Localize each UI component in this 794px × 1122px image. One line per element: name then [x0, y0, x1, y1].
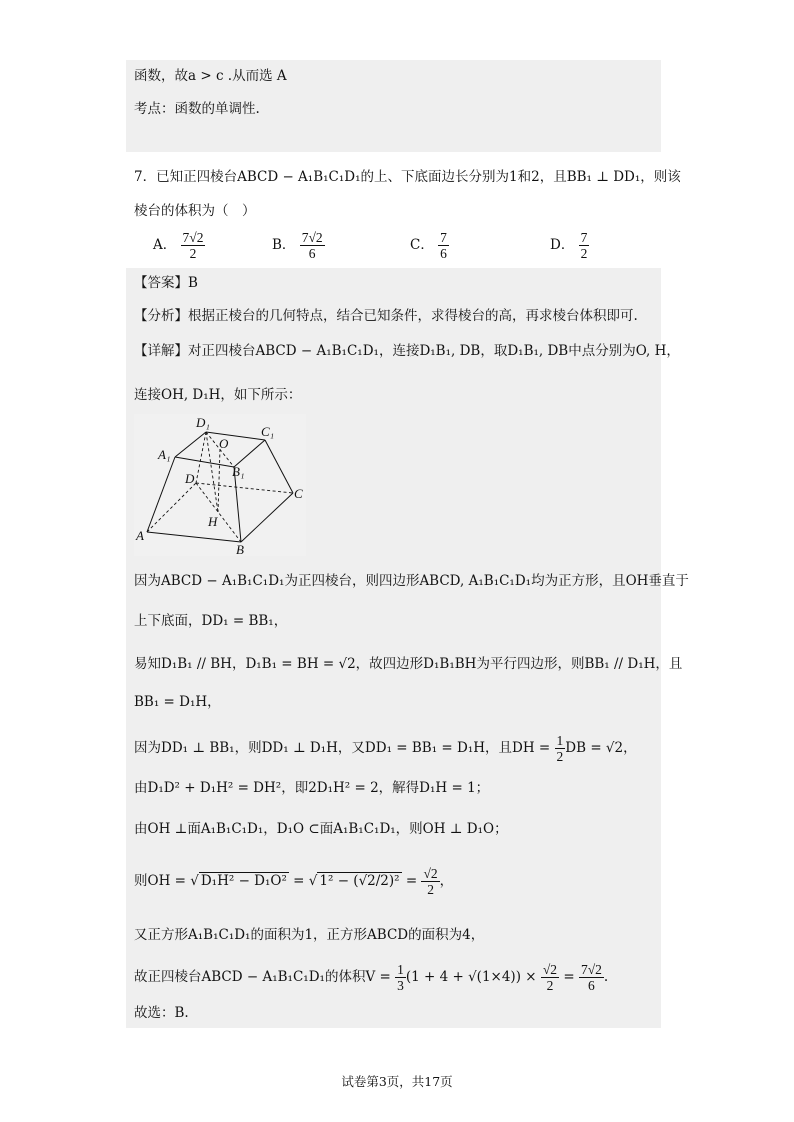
detail-p8 [134, 866, 453, 897]
root2-numerator-b: √2 [542, 962, 558, 977]
question-stem-line-1: 7．已知正四棱台ABCD − A₁B₁C₁D₁的上、下底面边长分别为1和2，且BB₁ ⊥ DD₁，则该 [134, 169, 681, 185]
detail-p2: 上下底面，DD₁ = BB₁， [134, 613, 288, 629]
label-b1: B₁ [232, 464, 245, 479]
detail-p6: 由D₁D² + D₁H² = DH²，即2D₁H² = 2，解得D₁H = 1； [134, 780, 490, 796]
root2-denominator-b: 2 [546, 978, 554, 993]
detail-p7: 由OH ⊥面A₁B₁C₁D₁，D₁O ⊂面A₁B₁C₁D₁，则OH ⊥ D₁O； [134, 821, 508, 837]
detail-p5-text-a: 因为DD₁ ⊥ BB₁，则DD₁ ⊥ D₁H，又DD₁ = BB₁ = D₁H，且DH = [134, 740, 555, 756]
radicand-2: 1² − (√2/2)² [319, 873, 400, 889]
sqrt-symbol-1: √ [190, 873, 199, 889]
root2-over-2-fraction-b [541, 962, 559, 993]
segment-d1-h [206, 432, 218, 512]
result-denominator: 6 [588, 978, 595, 993]
page-footer: 试卷第3页，共17页 [341, 1074, 453, 1089]
option-b-fraction [300, 230, 325, 261]
detail-p5 [134, 733, 637, 764]
option-a-fraction [181, 230, 206, 261]
root2-over-2-fraction [421, 866, 439, 897]
option-c-numerator: 7 [440, 230, 447, 245]
edge-c1-c [265, 440, 293, 493]
sqrt-symbol-2: √ [308, 873, 318, 889]
label-b: B [236, 542, 244, 556]
label-a: A [136, 528, 144, 543]
answer-line: 【答案】B [134, 275, 198, 291]
label-o: O [219, 436, 229, 451]
detail-p4: BB₁ = D₁H， [134, 694, 221, 710]
diagonal-d-b [196, 483, 241, 542]
half-numerator: 1 [556, 733, 564, 748]
edge-d1-c1 [206, 432, 265, 440]
detail-p1: 因为ABCD − A₁B₁C₁D₁为正四棱台，则四边形ABCD, A₁B₁C₁D₁均为正方形，且OH垂直于 [134, 573, 689, 589]
root2-numerator: √2 [423, 866, 438, 881]
top-line-1: 函数，故a > c .从而选 A [134, 68, 287, 84]
option-b[interactable] [272, 230, 325, 261]
edge-a1-b1 [175, 457, 234, 467]
edge-c1-b1 [234, 440, 265, 467]
root2-denominator: 2 [427, 882, 434, 897]
answer-shade [126, 268, 661, 1028]
edge-a1-a [147, 457, 175, 532]
third-denominator: 3 [397, 978, 404, 993]
option-d-label: D． [550, 237, 575, 253]
option-a-denominator: 2 [189, 246, 197, 261]
detail-line-1: 【详解】对正四棱台ABCD − A₁B₁C₁D₁，连接D₁B₁, DB，取D₁B₁, DB中点分别为O, H， [134, 343, 680, 359]
label-d: D [185, 471, 195, 486]
option-d-fraction [579, 230, 590, 261]
frustum-figure [134, 414, 306, 556]
frustum-diagram [134, 414, 306, 556]
result-numerator: 7√2 [580, 962, 602, 977]
result-fraction [579, 962, 604, 993]
equals-3: = [559, 969, 579, 985]
edge-a-d [147, 483, 196, 532]
equals-2: = [401, 873, 422, 889]
detail-p8-text-a: 则OH = [134, 873, 191, 889]
question-stem-line-2: 棱台的体积为（ ） [134, 203, 256, 219]
edge-d1-a1 [175, 432, 206, 457]
edge-d1-d [196, 432, 206, 483]
option-b-denominator: 6 [308, 246, 316, 261]
top-line-2: 考点：函数的单调性. [134, 101, 260, 117]
third-fraction [395, 962, 406, 993]
detail-p9: 又正方形A₁B₁C₁D₁的面积为1，正方形ABCD的面积为4， [134, 927, 485, 943]
option-c-denominator: 6 [440, 246, 447, 261]
option-c-fraction [438, 230, 449, 261]
edge-b-c [241, 493, 293, 542]
edge-d-c [196, 483, 293, 493]
detail-p11: 故选：B. [134, 1005, 189, 1021]
option-c-label: C． [410, 237, 434, 253]
analysis-line: 【分析】根据正棱台的几何特点，结合已知条件，求得棱台的高，再求棱台体积即可. [134, 308, 638, 324]
detail-p10 [134, 962, 608, 993]
option-d-numerator: 7 [580, 230, 588, 245]
detail-p10-text-b: (1 + 4 + √(1×4)) × [405, 969, 541, 985]
label-d1: D₁ [196, 415, 210, 430]
option-a-label: A． [153, 237, 177, 253]
detail-p8-comma: ， [439, 873, 454, 889]
detail-line-2: 连接OH, D₁H，如下所示： [134, 387, 302, 403]
segment-o-h [218, 449, 220, 512]
label-a1: A₁ [158, 447, 171, 462]
edge-a-b [147, 532, 241, 542]
radicand-1: D₁H² − D₁O² [200, 873, 287, 889]
option-d[interactable] [550, 230, 589, 261]
third-numerator: 1 [397, 962, 404, 977]
detail-p10-text-a: 故正四棱台ABCD − A₁B₁C₁D₁的体积V = [134, 969, 396, 985]
detail-p5-text-b: DB = √2， [565, 740, 637, 756]
option-c[interactable] [410, 230, 449, 261]
equals-1: = [288, 873, 309, 889]
detail-p3: 易知D₁B₁ // BH，D₁B₁ = BH = √2，故四边形D₁B₁BH为平行四边形，则BB₁ // D₁H，且 [134, 656, 683, 672]
option-a-numerator: 7√2 [182, 230, 204, 245]
option-a[interactable] [153, 230, 205, 261]
half-fraction [555, 733, 566, 764]
label-h: H [208, 514, 218, 529]
option-b-numerator: 7√2 [301, 230, 323, 245]
detail-p10-period: . [603, 969, 609, 985]
option-b-label: B． [272, 237, 296, 253]
half-denominator: 2 [556, 749, 564, 764]
option-d-denominator: 2 [580, 246, 588, 261]
label-c1: C₁ [261, 424, 275, 439]
label-c: C [294, 486, 303, 501]
